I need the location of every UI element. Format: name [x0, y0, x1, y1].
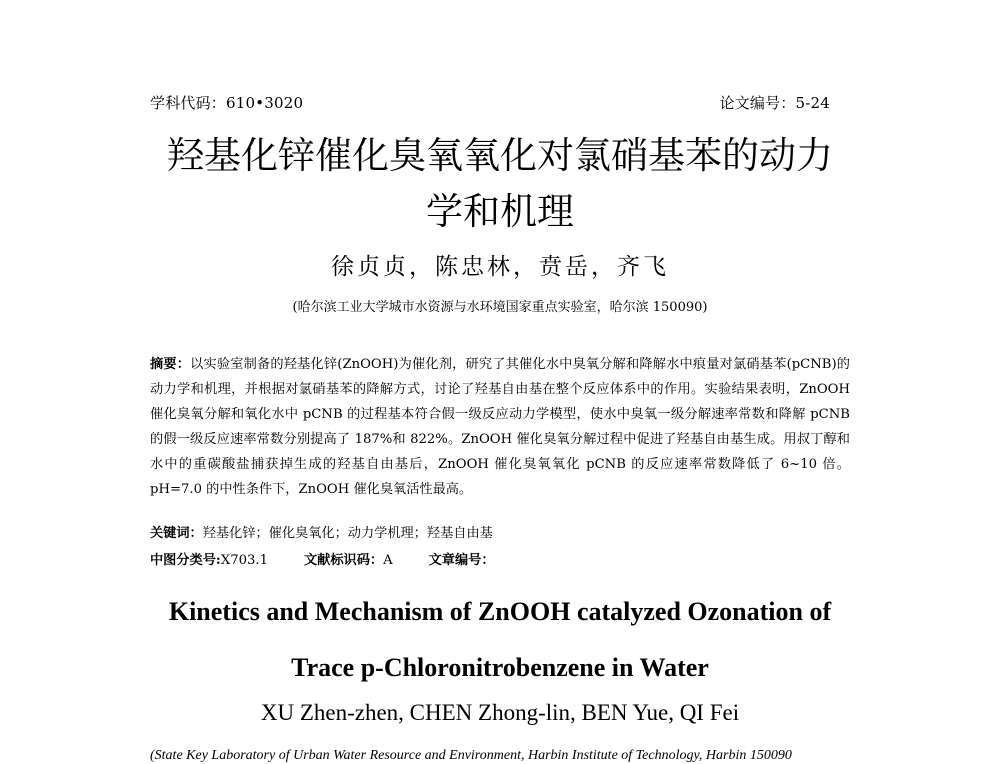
header-meta — [150, 92, 830, 113]
english-affiliation: (State Key Laboratory of Urban Water Resource and Environment, Harbin Institute of Technology, Harbin 150090 — [150, 748, 792, 763]
abstract-text: 以实验室制备的羟基化锌(ZnOOH)为催化剂，研究了其催化水中臭氧分解和降解水中痕量对氯硝基苯(pCNB)的动力学和机理，并根据对氯硝基苯的降解方式，讨论了羟基自由基在整个反应体系中的作用。实验结果表明，ZnOOH 催化臭氧分解和氧化水中 pCNB 的过程基本符合假一级反应动力学模型，使水中臭氧一级分解速率常数和降解 pCNB 的假一级反应速率常数分别提高了 187%和 822%。ZnOOH 催化臭氧分解过程中促进了羟基自由基生成。用叔丁醇和水中的重碳酸盐捕获掉生成的羟基自由基后，ZnOOH 催化臭氧氧化 pCNB 的反应速率常数降低了 6~10 倍。pH=7.0 的中性条件下，ZnOOH 催化臭氧活性最高。 — [150, 357, 850, 497]
clc-number — [150, 549, 268, 568]
paper-number: 论文编号：5-24 — [719, 94, 830, 112]
keywords-label: 关键词： — [150, 526, 203, 541]
article-number — [429, 549, 495, 568]
english-title-line-2: Trace p-Chloronitrobenzene in Water — [291, 653, 709, 682]
chinese-abstract — [150, 352, 850, 502]
clc-label: 中图分类号: — [150, 553, 221, 568]
abstract-label: 摘要： — [150, 357, 191, 372]
document-code-label: 文献标识码： — [303, 553, 384, 568]
keywords-text: 羟基化锌；催化臭氧化；动力学机理；羟基自由基 — [202, 526, 493, 541]
document-code-value: A — [383, 553, 393, 568]
chinese-title-line-2: 学和机理 — [426, 190, 574, 233]
chinese-title-line-1: 羟基化锌催化臭氧氧化对氯硝基苯的动力 — [167, 134, 833, 177]
english-title — [0, 584, 1000, 696]
chinese-title — [0, 128, 1000, 240]
english-title-line-1: Kinetics and Mechanism of ZnOOH catalyzed Ozonation of — [168, 597, 832, 626]
article-number-label: 文章编号： — [428, 553, 495, 568]
clc-value: X703.1 — [220, 553, 268, 568]
chinese-authors: 徐贞贞，陈忠林，贲岳，齐飞 — [331, 254, 669, 280]
english-authors: XU Zhen-zhen, CHEN Zhong-lin, BEN Yue, QI Fei — [260, 700, 740, 725]
document-code — [304, 549, 393, 568]
classification-row — [150, 549, 850, 568]
chinese-affiliation: (哈尔滨工业大学城市水资源与水环境国家重点实验室，哈尔滨 150090) — [292, 300, 708, 315]
subject-code: 学科代码：610•3020 — [150, 94, 304, 112]
chinese-keywords — [150, 522, 850, 541]
